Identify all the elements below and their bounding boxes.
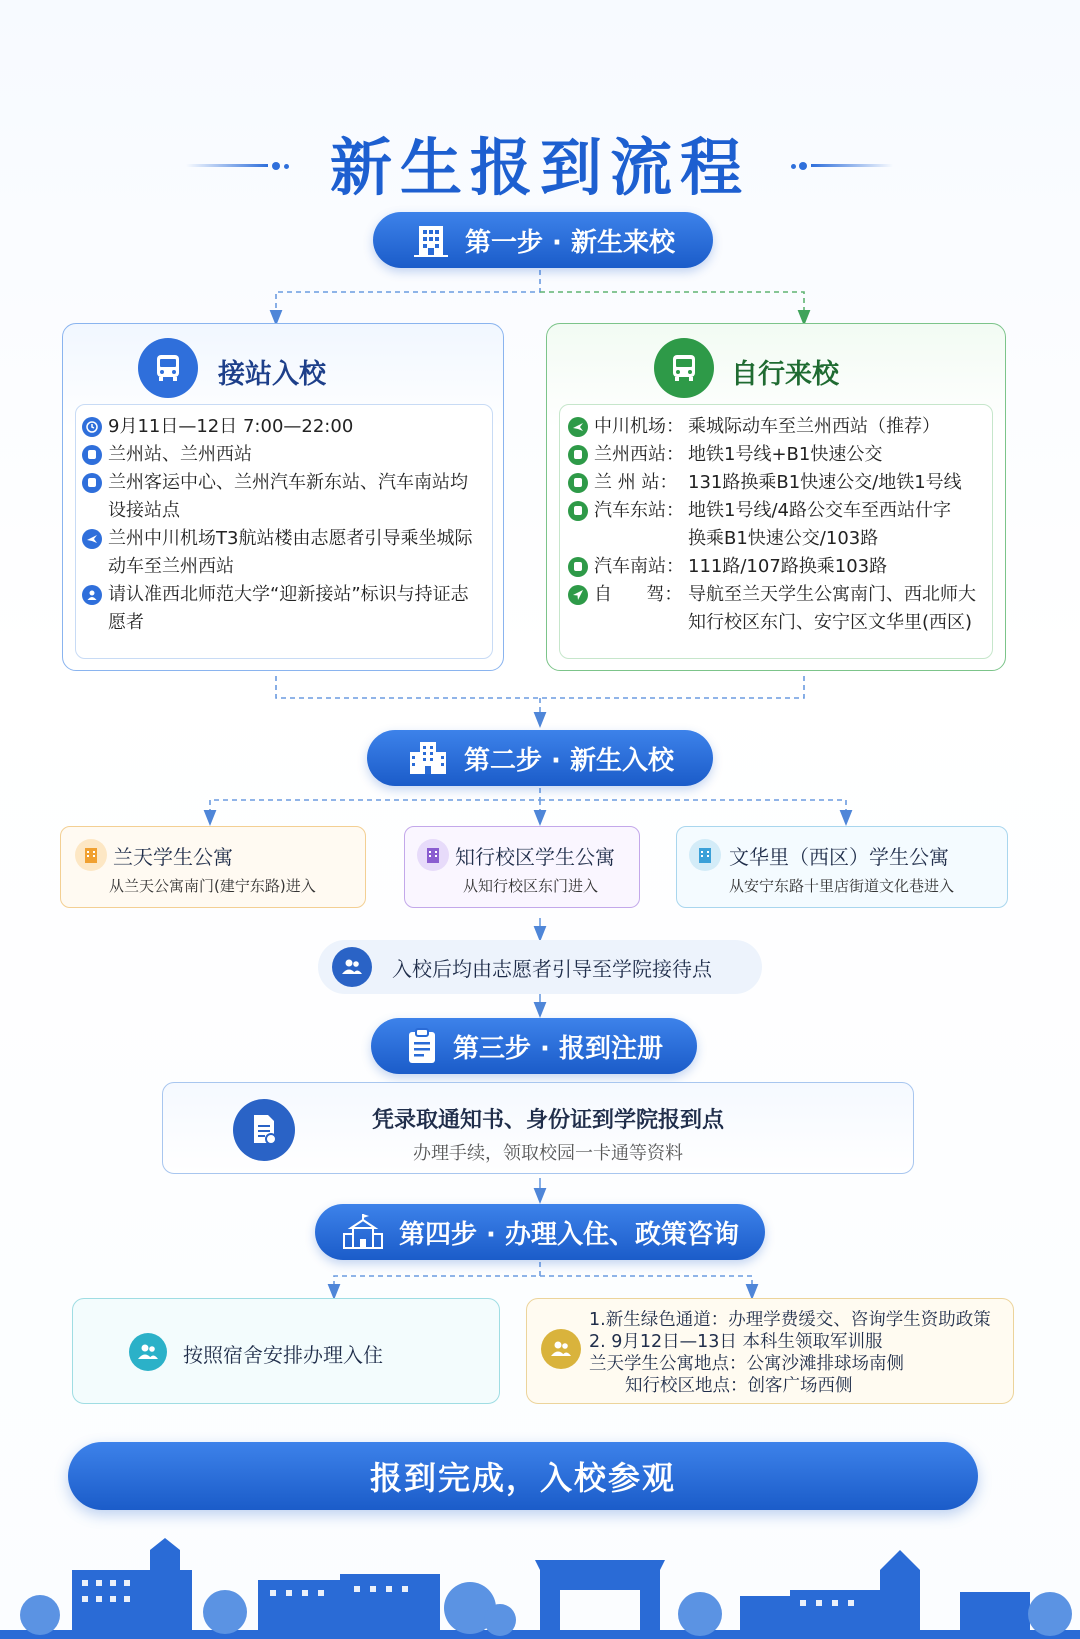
step3-pill bbox=[371, 1018, 697, 1074]
policy-item: 1.新生绿色通道：办理学费缓交、咨询学生资助政策 bbox=[589, 1310, 991, 1330]
dorm-name: 文华里（西区）学生公寓 bbox=[729, 845, 949, 869]
policy-item: 兰天学生公寓地点：公寓沙滩排球场南侧 bbox=[589, 1354, 904, 1374]
checkin-card bbox=[72, 1298, 500, 1404]
list-item: 9月11日—12日 7:00—22:00 bbox=[82, 413, 484, 441]
navigation-icon bbox=[568, 585, 588, 605]
users-icon bbox=[129, 1333, 167, 1371]
building-icon bbox=[689, 839, 721, 871]
building-icon bbox=[417, 839, 449, 871]
registration-main: 凭录取通知书、身份证到学院报到点 bbox=[371, 1108, 724, 1133]
step2-label: 第二步 · 新生入校 bbox=[464, 745, 674, 776]
building-icon bbox=[75, 839, 107, 871]
pickup-title: 接站入校 bbox=[218, 359, 326, 390]
user-icon bbox=[82, 585, 102, 605]
title-dot bbox=[799, 162, 807, 170]
bus-icon bbox=[654, 338, 714, 398]
registration-card bbox=[162, 1082, 914, 1174]
list-item: 汽车东站： 地铁1号线/4路公交车至西站什字 换乘B1快速公交/103路 bbox=[568, 497, 986, 553]
dorm-desc: 从兰天公寓南门(建宁东路)进入 bbox=[109, 877, 316, 895]
pickup-card bbox=[62, 323, 504, 671]
title-deco-right bbox=[811, 164, 893, 167]
dorm-name: 知行校区学生公寓 bbox=[455, 845, 615, 869]
clipboard-icon bbox=[405, 1027, 439, 1065]
step4-label: 第四步 · 办理入住、政策咨询 bbox=[399, 1219, 739, 1250]
list-item: 兰州客运中心、兰州汽车新东站、汽车南站均设接站点 bbox=[82, 469, 484, 525]
self-card bbox=[546, 323, 1006, 671]
registration-sub: 办理手续，领取校园一卡通等资料 bbox=[413, 1143, 683, 1164]
bus-icon bbox=[82, 473, 102, 493]
policy-list bbox=[589, 1309, 991, 1397]
list-item: 请认准西北师范大学“迎新接站”标识与持证志愿者 bbox=[82, 581, 484, 637]
list-item: 自 驾： 导航至兰天学生公寓南门、西北师大 知行校区东门、安宁区文华里(西区) bbox=[568, 581, 986, 637]
building-icon bbox=[406, 738, 450, 778]
dorm-desc: 从知行校区东门进入 bbox=[463, 877, 599, 895]
step3-label: 第三步 · 报到注册 bbox=[453, 1033, 663, 1064]
policy-item: 知行校区地点：创客广场西侧 bbox=[625, 1376, 853, 1396]
step1-label: 第一步 · 新生来校 bbox=[465, 227, 675, 258]
bus-icon bbox=[568, 501, 588, 521]
list-item: 兰 州 站： 131路换乘B1快速公交/地铁1号线 bbox=[568, 469, 986, 497]
bus-icon bbox=[568, 445, 588, 465]
dorm-desc: 从安宁东路十里店街道文化巷进入 bbox=[729, 877, 955, 895]
list-item: 兰州中川机场T3航站楼由志愿者引导乘坐城际动车至兰州西站 bbox=[82, 525, 484, 581]
step1-pill bbox=[373, 212, 713, 268]
final-banner: 报到完成，入校参观 bbox=[68, 1442, 978, 1510]
step2-pill bbox=[367, 730, 713, 786]
building-icon bbox=[411, 220, 451, 260]
self-list bbox=[559, 404, 993, 659]
pickup-list bbox=[75, 404, 493, 659]
list-item: 兰州站、兰州西站 bbox=[82, 441, 484, 469]
self-title: 自行来校 bbox=[731, 359, 839, 390]
users-icon bbox=[332, 947, 372, 987]
plane-icon bbox=[82, 529, 102, 549]
policy-card bbox=[526, 1298, 1014, 1404]
bus-icon bbox=[138, 338, 198, 398]
dorm-card-wenhuali bbox=[676, 826, 1008, 908]
bus-icon bbox=[82, 445, 102, 465]
list-item: 兰州西站： 地铁1号线+B1快速公交 bbox=[568, 441, 986, 469]
campus-skyline-illustration bbox=[0, 1530, 1080, 1639]
dorm-card-zhixing bbox=[404, 826, 640, 908]
step4-pill bbox=[315, 1204, 765, 1260]
list-item: 汽车南站： 111路/107路换乘103路 bbox=[568, 553, 986, 581]
bus-icon bbox=[568, 557, 588, 577]
page-title: 新生报到流程 bbox=[329, 131, 750, 204]
title-dot bbox=[791, 164, 796, 169]
plane-icon bbox=[568, 417, 588, 437]
list-item: 中川机场： 乘城际动车至兰州西站（推荐） bbox=[568, 413, 986, 441]
dorm-card-lantian bbox=[60, 826, 366, 908]
bus-icon bbox=[568, 473, 588, 493]
users-icon bbox=[541, 1329, 581, 1369]
clock-icon bbox=[82, 417, 102, 437]
dorm-name: 兰天学生公寓 bbox=[113, 845, 233, 869]
checkin-text: 按照宿舍安排办理入住 bbox=[183, 1343, 383, 1367]
policy-item: 2. 9月12日—13日 本科生领取军训服 bbox=[589, 1332, 883, 1352]
school-icon bbox=[341, 1212, 385, 1252]
volunteer-note: 入校后均由志愿者引导至学院接待点 bbox=[318, 940, 762, 994]
